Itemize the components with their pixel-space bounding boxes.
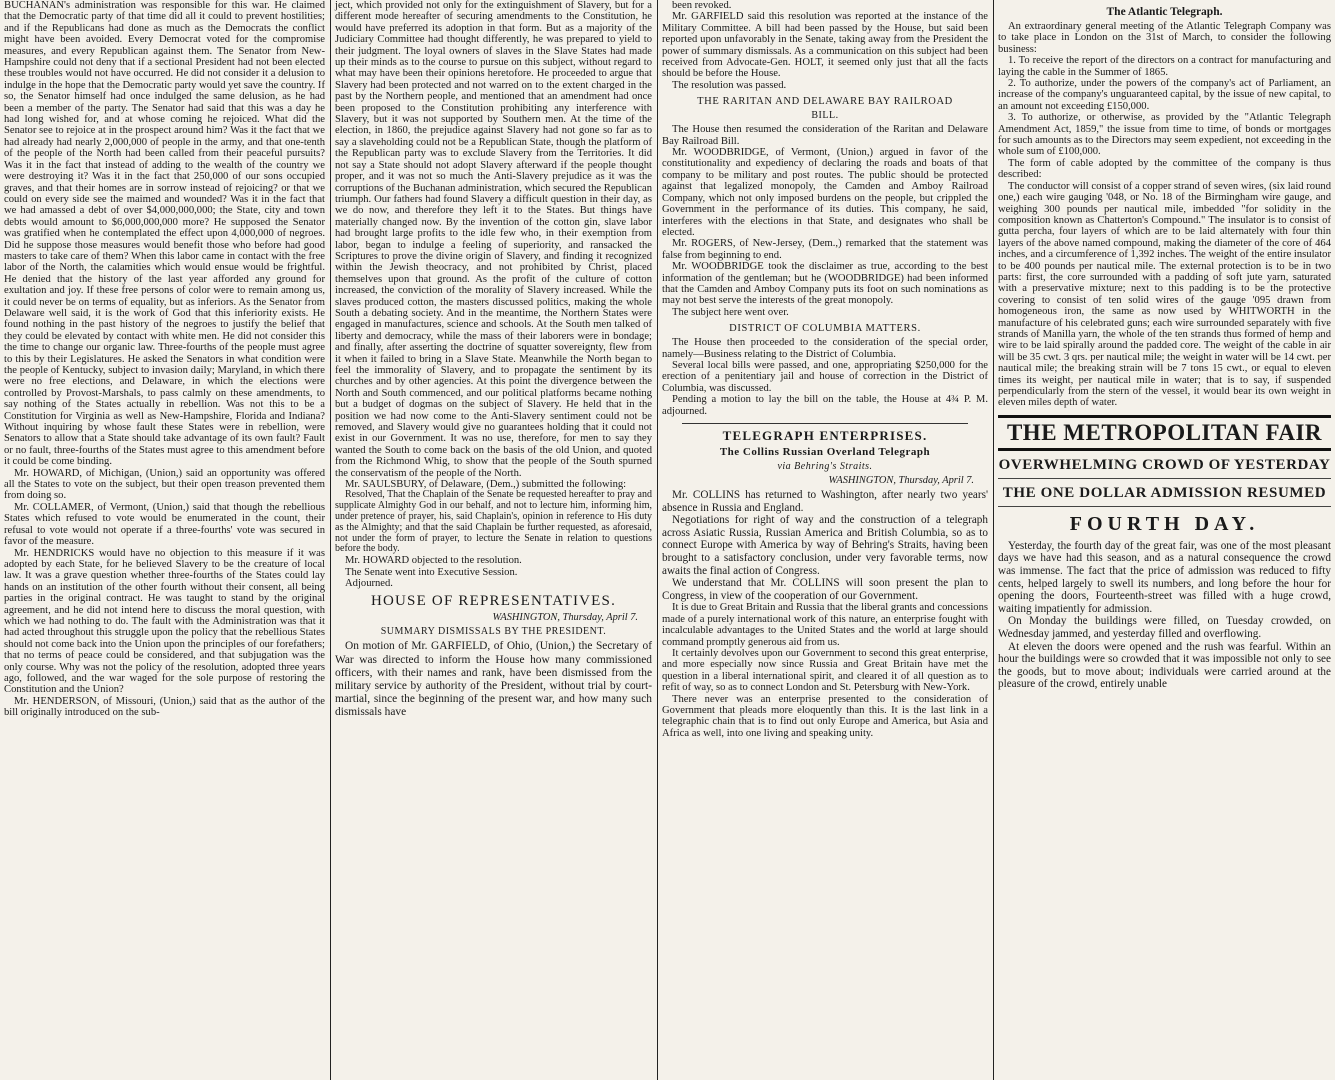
paragraph-district-special-order: The House then proceeded to the consideration of the special order, namely—Business relating to the District of Columbia. xyxy=(662,337,988,360)
column-house-proceedings xyxy=(658,0,992,1080)
paragraph-adjourned: Adjourned. xyxy=(345,578,393,590)
paragraph-executive-session: The Senate went into Executive Session. xyxy=(345,566,518,578)
column-senate-debate xyxy=(0,0,329,1080)
paragraph-henderson-continued: ject, which provided not only for the extinguishment of Slavery, but for a different mode hereafter of securing amendments to the Constitution, he would have preferred its adoption in that form. But as a majority of the Judiciary Committee had thought differently, he was prepared to yield to their judgment. The loyal owners of slaves in the Slave States had made up their minds as to the course to pursue on this subject, without regard to what may have been their opinions heretofore. He proceeded to argue that Slavery had been protected and not warred on to the extent charged in the past by the Northern people, and mentioned that an amendment had once been proposed to the Constitution prohibiting any interference with Slavery, but it was not supported by Southern men. At the time of the election, in 1860, the prejudice against Slavery had not gone so far as to say a slaveholding could not be a Republican State, though the platform of the Republican party was to exclude Slavery from the Territories. It did not say a State should not adopt Slavery afterward if the people thought proper, and it was not so much the Anti-Slavery prejudice as it was the corruptions of the Buchanan administration, which secured the Republican triumph. Our fathers had found Slavery a difficult question in their day, as we do now, and therefore they left it to the States. But things have materially changed now. By the invention of the cotton gin, slave labor had brought large profits to the idle few who, in their exemption from labor, began to indulge a feeling of superiority, and ransacked the Scriptures to prove the divine origin of Slavery, and finding it recognized within the Jewish theocracy, and not prohibited by Christ, placed themselves upon that ground. As the profit of the culture of cotton increased, the conviction of the morality of Slavery increased. While the slaves produced cotton, the masters discussed politics, making the whole South a debating society. And in the meantime, the Northern States were engaged in manufactures, science and schools. At the South men talked of liberty and democracy, while the mass of their laborers were in bondage; and finally, after asserting the doctrine of squatter sovereignty, flew from it when it failed to bring in a Slave State. Meanwhile the North began to feel the immorality of Slavery, and to propagate the sentiment by its churches and by other agencies. At this point the divergence between the North and South commenced, and our political platforms became nothing but a budget of dogmas on the subject of Slavery. He held that in the position we had now come to the Anti-Slavery sentiment could not be removed, and Slavery would give no guarantees holding that it could not exist in our Government. It was no use, therefore, for men to say they wanted the South to come back on the basis of the old Union, and quoted from the Richmond Whig, to show that the people of the South spurned the conservatism of the people of the North. xyxy=(335,0,652,479)
paragraph-district-adjourned: Pending a motion to lay the bill on the table, the House at 4¾ P. M. adjourned. xyxy=(662,394,988,417)
paragraph-atlantic-meeting: An extraordinary general meeting of the Atlantic Telegraph Company was to take place in London on the 31st of March, to consider the following business: xyxy=(998,21,1331,55)
paragraph-woodbridge-reply: Mr. WOODBRIDGE took the disclaimer as true, according to the best information of the gentleman; but he (WOODBRIDGE) had been informed that the Camden and Amboy Company puts its foot on such nominations as may not best serve the interests of the great monopoly. xyxy=(662,261,988,307)
paragraph-atlantic-item-3: 3. To authorize, or otherwise, as provided by the "Atlantic Telegraph Amendment Act, 1859," the issue from time to time, of bonds or mortgages for such amounts as to the Directors may seem expedient, not exceeding in the whole sum of £100,000. xyxy=(998,112,1332,158)
paragraph-garfield-motion: On motion of Mr. GARFIELD, of Ohio, (Union,) the Secretary of War was directed to inform the House how many commissioned officers, with their names and rank, have been dismissed from the military service by authority of the President, without trial by court-martial, since the beginning of the present war, and how many such dismissals have xyxy=(335,640,652,719)
column-atlantic-fair xyxy=(994,0,1335,1080)
paragraph-rogers: Mr. ROGERS, of New-Jersey, (Dem.,) remarked that the statement was false from beginning to end. xyxy=(662,238,988,261)
house-heading: HOUSE OF REPRESENTATIVES. xyxy=(370,593,617,610)
paragraph-buchanan: BUCHANAN's administration was responsible for this war. He claimed that the Democratic party of that time did all it could to prevent hostilities; and if the Republicans had done as much as the Democrats the conflict might have been avoided. Every Democrat voted for the compromise measures, and every Republican against them. The Senator from New-Hampshire could not deny that if a sectional President had not been elected these troubles would not have occurred. He did not consider it a delusion to indulge in the hope that the Democratic party would yet save the country. If so, the Senator himself had once indulged the same delusion, as he had been a member of the party. The Senator had said that this was a day he had long wished for, and at whose coming he rejoiced. What did the Senator see to rejoice at in the prospect around him? Was it the fact that we had already had nearly 2,000,000 of people in the army, and that one-tenth of the people of the North had been called from their peaceful pursuits? Was it in the fact that instead of adding to the wealth of the country we were destroying it? Was it in the fact that 250,000 of our sons occupied graves, and that their homes are in sorrow instead of rejoicing? or that we could on every side see the maimed and wounded? Was it in the fact that we had amassed a debt of over $4,000,000,000; the State, city and town debts would amount to $6,000,000,000 more? He supposed the Senator was gratified when he contemplated the effect upon 4,000,000 of negroes. Did he suppose those measures would benefit those who before had good masters to take care of them? When this labor came in contact with the free labor of the North, the calamities which would ensue would be frightful. He denied that the history of the last year afforded any ground for exultation and joy. If these free persons of color were to remain among us, it could never be on terms of equality, but as inferiors. As the Senator from Delaware well said, it is the work of God that this inferiority exists. He found nothing in the past history of the negroes to justify the belief that they could be elevated by contact with white men. He did not consider this the time to change our organic law. Three-fourths of the people must agree to this by their Legislatures. He asked the Senators in what condition were the people of Kentucky, subject to invasion daily; Maryland, in which there were no free elections, and Delaware, in which the elections were controlled by Provost-Marshals, to pass calmly on these amendments, to say nothing of the States actually in rebellion. Was not this to be a Constitution for Virginia as well as New-Hampshire, Florida and Indiana? Without inquiring by whose fault these States were in rebellion, were Senators to allow that a State should take advantage of its own fault? Fault or no fault, three-fourths of the States must agree to this amendment before it could be come binding. xyxy=(4,0,325,468)
paragraph-subject-over: The subject here went over. xyxy=(672,306,789,318)
paragraph-resolution: Resolved, That the Chaplain of the Senate be requested hereafter to pray and supplicate Almighty God in our behalf, and not to lecture him, informing him, under pretence of prayer, his, said Chaplain's, opinion in reference to His duty as the Almighty; and that the said Chaplain be further requested, as aforesaid, not under the form of prayer, to lecture the Senate in relation to questions before the body. xyxy=(335,489,652,555)
section-divider xyxy=(682,423,968,424)
house-dateline: WASHINGTON, Thursday, April 7. xyxy=(492,612,638,624)
paragraph-government-duty: It certainly devolves upon our Government to second this great enterprise, and more especially now since Russia and Great Britain have met the question in a liberal international spirit, and cleared it of all question as to refit of way, so as to connect London and St. Petersburg with New-York. xyxy=(662,647,988,694)
district-heading: DISTRICT OF COLUMBIA MATTERS. xyxy=(729,323,921,335)
telegraph-heading: TELEGRAPH ENTERPRISES. xyxy=(722,428,928,443)
paragraph-hendricks: Mr. HENDRICKS would have no objection to this measure if it was adopted by each State, for he believed Slavery to be the creature of local law. It was a grave question whether three-fourths of the States could lay hands on an institution of the other fourth without their consent, all being parties in the original contract. He was taught to stand by the original agreement, and he did not intend here to discuss the moral question, with which we had nothing to do. The fault with the Administration was that it had acted throughout this struggle upon the policy that the rebellious States should not come back into the Union upon the principles of our forefathers; that no terms of peace could be considered, and that subjugation was the only course. Why was not the policy of the resolution, adopted three years ago, followed, and the war waged for the sole purpose of restoring the Constitution and the Union? xyxy=(4,547,325,696)
paragraph-howard-objection: Mr. HOWARD objected to the resolution. xyxy=(345,555,522,567)
column-senate-continued xyxy=(331,0,656,1080)
paragraph-atlantic-item-2: 2. To authorize, under the powers of the company's act of Parliament, an increase of the company's unguaranteed capital, by the issue of new capital, to an amount not exceeding £150,000. xyxy=(998,78,1331,112)
paragraph-collins-returned: Mr. COLLINS has returned to Washington, after nearly two years' absence in Russia and England. xyxy=(662,489,988,514)
paragraph-cable-form: The form of cable adopted by the committee of the company is thus described: xyxy=(998,157,1331,181)
fair-subheading-admission: THE ONE DOLLAR ADMISSION RESUMED xyxy=(998,485,1331,507)
paragraph-collins-plan: We understand that Mr. COLLINS will soon present the plan to Congress, in view of the cooperation of our Government. xyxy=(662,577,988,602)
fair-heading: THE METROPOLITAN FAIR xyxy=(998,415,1331,451)
telegraph-subheading-2: via Behring's Straits. xyxy=(777,461,873,472)
paragraph-resolution-passed: The resolution was passed. xyxy=(672,79,787,91)
paragraph-garfield: Mr. GARFIELD said this resolution was reported at the instance of the Military Committee. A bill had been passed by the House, but said been reported upon unfavorably in the Senate, taking away from the President the power of summary dismissals. As a communication on this subject had been received from Advocate-Gen. HOLT, it seemed only just that all the facts should be before the House. xyxy=(662,11,988,80)
paragraph-last-link: There never was an enterprise presented to the consideration of Government that pleads more eloquently than this. It is the last link in a telegraphic chain that is to find out only Europe and America, but Asia and Africa as well, into one living and speaking unity. xyxy=(662,693,988,739)
paragraph-district-bills: Several local bills were passed, and one, appropriating $250,000 for the erection of a penitentiary jail and house of correction in the District of Columbia, was discussed. xyxy=(662,359,988,394)
telegraph-subheading-1: The Collins Russian Overland Telegraph xyxy=(719,446,931,458)
paragraph-negotiations: Negotiations for right of way and the construction of a telegraph across Asiatic Russia, Russian America and British Columbia, so as to connect Europe with America by way of Behring's Straits, having been brought to a satisfactory conclusion, under very favorable terms, now awaits the final action of Congress. xyxy=(662,514,988,577)
paragraph-howard: Mr. HOWARD, of Michigan, (Union,) said an opportunity was offered all the States to vote on the subject, but their open treason prevented them from doing so. xyxy=(4,467,325,502)
railroad-subheading: BILL. xyxy=(811,110,839,122)
paragraph-atlantic-item-1: 1. To receive the report of the directors on a contract for manufacturing and laying the cable in the Summer of 1865. xyxy=(998,55,1331,78)
paragraph-fair-eleven: At eleven the doors were opened and the rush was fearful. Within an hour the buildings were so crowded that it was impossible not only to see the goods, but to move about; individuals were carried around at the pleasure of the crowd, entirely unable xyxy=(998,640,1331,691)
paragraph-cable-description: The conductor will consist of a copper strand of seven wires, (six laid round one,) each wire gauging '048, or No. 18 of the Birmingham wire gauge, and weighing 300 pounds per nautical mile, imbedded "for solidity in the composition known as Chatterton's Compound." The insulator is to consist of gutta percha, four layers of which are to be laid alternately with four thin layers of the above named compound, making the diameter of the core of 464 inches, and a circumference of 1,392 inches. The weight of the entire insulator to be 400 pounds per nautical mile. The external protection is to be in two parts: first, the core surrounded with a padding of soft jute yarn, saturated with a preservative mixture; next to this padding is to be the protective covering to consist of ten solid wires of the gauge '095 drawn from homogeneous iron, the same as now used by WHITWORTH in the manufacture of his celebrated guns; each wire surrounded separately with five strands of Manilla yarn, the whole of the ten strands thus formed of hemp and wire to be laid spirally around the padded core. The weight of the cable in air will be 35 cwt. 3 qrs. per nautical mile; the weight in water will be 14 cwt. per nautical mile; the breaking strain will be 7 tons 15 cwt., or equal to eleven times its weight, per nautical mile in water; that is to say, if suspended perpendicularly from the stern of the vessel, it would bear its own weight in eleven miles depth of water. xyxy=(998,180,1331,409)
paragraph-woodbridge: Mr. WOODBRIDGE, of Vermont, (Union,) argued in favor of the constitutionality and expediency of declaring the roads and boats of that company to be military and post routes. The public should be protected against that legalized monopoly, the Camden and Amboy Railroad Company, which not only imposed burdens on the people, but crippled the Government in the performance of its duties. This company, he said, interferes with the elections in that State, and designates who shall be elected. xyxy=(662,147,988,238)
paragraph-britain-russia: It is due to Great Britain and Russia that the liberal grants and concessions made of a purely international work of this nature, an enterprise fought with incalculable advantages to the United States and the world at large should command promptly generous aid from us. xyxy=(662,602,988,648)
paragraph-saulsbury: Mr. SAULSBURY, of Delaware, (Dem.,) submitted the following: xyxy=(345,479,627,491)
telegraph-dateline: WASHINGTON, Thursday, April 7. xyxy=(828,475,974,486)
paragraph-collamer: Mr. COLLAMER, of Vermont, (Union,) said that though the rebellious States which refused to vote would be enumerated in the count, their refusal to vote would not operate if a three-fourths' vote was secured in favor of the measure. xyxy=(4,501,325,548)
fair-subheading-day: FOURTH DAY. xyxy=(1069,512,1260,535)
paragraph-railroad-resumed: The House then resumed the consideration of the Raritan and Delaware Bay Railroad Bill. xyxy=(662,124,988,147)
dismissals-heading: SUMMARY DISMISSALS BY THE PRESIDENT. xyxy=(380,626,607,638)
paragraph-fair-yesterday: Yesterday, the fourth day of the great fair, was one of the most pleasant days we have had this season, and as a natural consequence the crowd was immense. The fact that the price of admission was reduced to fifty cents, helped largely to swell its numbers, and long before the hour for opening the doors, Fourteenth-street was filled with a huge crowd, waiting impatiently for admission. xyxy=(998,539,1331,615)
atlantic-title: The Atlantic Telegraph. xyxy=(1106,6,1223,18)
fair-subheading-crowd: OVERWHELMING CROWD OF YESTERDAY xyxy=(998,457,1331,479)
paragraph-fair-monday: On Monday the buildings were filled, on Tuesday crowded, on Wednesday jammed, and yesterday filled and overflowing. xyxy=(998,615,1331,640)
railroad-heading: THE RARITAN AND DELAWARE BAY RAILROAD xyxy=(697,96,953,108)
paragraph-henderson: Mr. HENDERSON, of Missouri, (Union,) said that as the author of the bill originally introduced on the sub- xyxy=(4,695,325,719)
paragraph-revoked: been revoked. xyxy=(672,0,732,11)
